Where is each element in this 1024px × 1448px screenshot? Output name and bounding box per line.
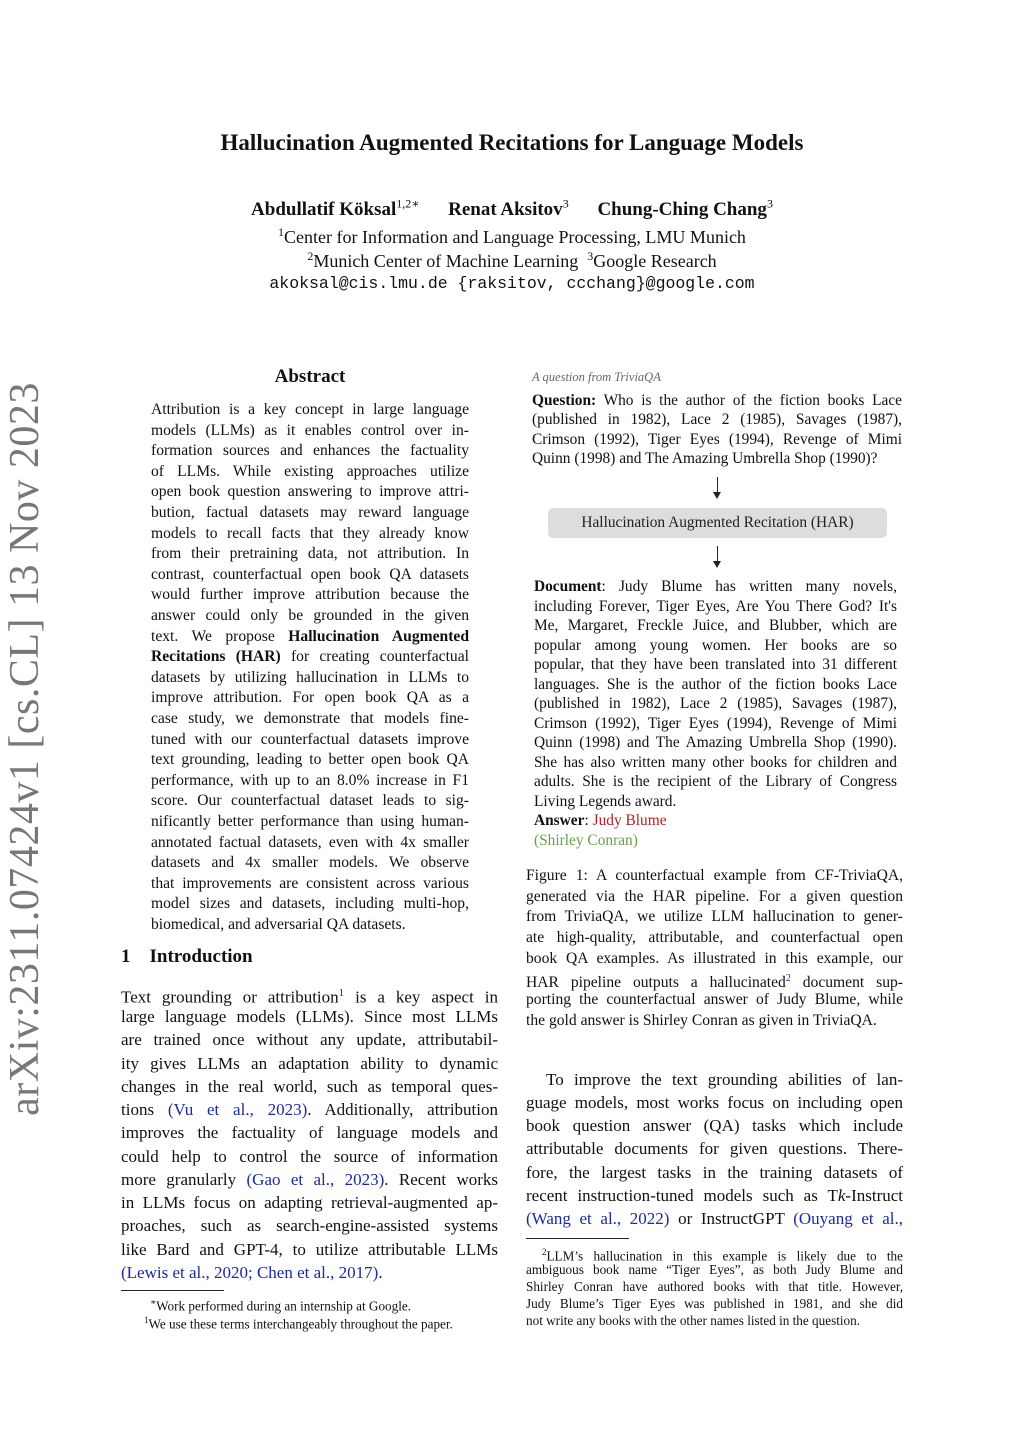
figure-document-line: adults. She is the recipient of the Library of Congress bbox=[534, 773, 897, 790]
footnote-2-line: Shirley Conran have authored books with that title. However, bbox=[526, 1279, 903, 1294]
intro-line: tions (Vu et al., 2023). Additionally, attribution bbox=[121, 1100, 498, 1119]
citation-wang-2022[interactable]: (Wang et al., 2022) bbox=[526, 1209, 670, 1228]
abstract-line: tuned with our counterfactual datasets improve bbox=[151, 730, 469, 748]
figure-question-line: Question: Who is the author of the fiction books Lace bbox=[532, 392, 902, 409]
abstract-line: from their pretraining data, not attribution. In bbox=[151, 545, 469, 563]
affiliation-1: $^1$Center for Information and Language Processing, LMU Munich bbox=[278, 225, 746, 247]
abstract-line: text. We propose Hallucination Augmented bbox=[151, 627, 469, 645]
author-emails: akoksal@cis.lmu.de {raksitov, ccchang}@google.com bbox=[269, 274, 755, 293]
abstract-line: improve attribution. For open book QA as a bbox=[151, 689, 469, 707]
intro-line: could help to control the source of information bbox=[121, 1147, 498, 1166]
paper-title: Hallucination Augmented Recitations for Language Models bbox=[220, 130, 804, 155]
figure-document-line: Document: Judy Blume has written many novels, bbox=[534, 578, 897, 595]
author-list bbox=[0, 197, 1024, 221]
right-body-line: (Wang et al., 2022) or InstructGPT (Ouyang et al., bbox=[526, 1209, 903, 1228]
har-pipeline-box: Hallucination Augmented Recitation (HAR) bbox=[548, 508, 887, 538]
footnote-1: $^1$We use these terms interchangeably throughout the paper. bbox=[144, 1315, 453, 1332]
counterfactual-answer: Judy Blume bbox=[592, 812, 667, 829]
intro-line: ity gives LLMs an adaptation ability to dynamic bbox=[121, 1054, 498, 1073]
figure-caption-line: porting the counterfactual answer of Judy Blume, while bbox=[526, 991, 903, 1008]
figure-question-line: Quinn (1998) and The Amazing Umbrella Shop (1990)? bbox=[532, 450, 878, 467]
citation-lewis-chen[interactable]: (Lewis et al., 2020; Chen et al., 2017) bbox=[121, 1263, 379, 1282]
arrow-down-icon bbox=[713, 492, 721, 499]
author-3: Chung-Ching Chang$^3$ bbox=[597, 197, 773, 221]
right-body-line: attributable documents for given questions. There- bbox=[526, 1139, 903, 1158]
figure-document-line: Quinn (1998) and The Amazing Umbrella Shop (1990). bbox=[534, 734, 897, 751]
arrow-shaft-2 bbox=[717, 546, 718, 562]
citation-gao-2023[interactable]: (Gao et al., 2023) bbox=[246, 1170, 385, 1189]
footnote-2-line: Judy Blume’s Tiger Eyes was published in 1981, and she did bbox=[526, 1296, 903, 1311]
figure-caption-line: HAR pipeline outputs a hallucinated$^2$ document sup- bbox=[526, 973, 903, 992]
abstract-line: open book question answering to improve attri- bbox=[151, 483, 469, 501]
figure-answer: Answer: Judy Blume bbox=[534, 812, 667, 829]
abstract-line: text grounding, leading to better open book QA bbox=[151, 751, 469, 769]
abstract-line: performance, with up to an 8.0% increase in F1 bbox=[151, 771, 469, 789]
footnote-rule-left bbox=[121, 1290, 224, 1291]
figure-caption-line: book QA examples. As illustrated in this example, our bbox=[526, 950, 903, 967]
abstract-line: answer could only be grounded in the given bbox=[151, 607, 469, 624]
abstract-line: bution, factual datasets may reward language bbox=[151, 504, 469, 521]
intro-line: Text grounding or attribution$^1$ is a key aspect in bbox=[121, 987, 498, 1007]
figure-document-line: Me, Margaret, Freckle Juice, and Blubber, which are bbox=[534, 617, 897, 634]
figure-document-line: popular among young women. Her books are so bbox=[534, 637, 897, 654]
citation-vu-2023[interactable]: (Vu et al., 2023) bbox=[167, 1100, 308, 1119]
intro-line: improves the factuality of language models and bbox=[121, 1123, 498, 1142]
intro-line: (Lewis et al., 2020; Chen et al., 2017). bbox=[121, 1263, 383, 1282]
abstract-heading: Abstract bbox=[274, 366, 346, 387]
intro-line: are trained once without any update, attributabil- bbox=[121, 1030, 498, 1049]
intro-line: in LLMs focus on adapting retrieval-augmented ap- bbox=[121, 1193, 498, 1212]
right-body-line: guage models, most works focus on including open bbox=[526, 1093, 903, 1112]
figure-document-line: She has also written many other books for children and bbox=[534, 754, 897, 771]
abstract-line: would further improve attribution because the bbox=[151, 586, 469, 604]
abstract-line: datasets and 4x smaller models. We observe bbox=[151, 854, 469, 872]
figure-document-line: (published in 1982), Lace 2 (1985), Savages (1987), bbox=[534, 695, 897, 712]
abstract-line: that improvements are consistent across various bbox=[151, 874, 469, 892]
abstract-line: Attribution is a key concept in large language bbox=[151, 401, 469, 418]
footnote-rule-right bbox=[526, 1238, 629, 1239]
abstract-line: models (LLMs) as it enables control over in- bbox=[151, 421, 469, 439]
arxiv-identifier-stamp: arXiv:2311.07424v1 [cs.CL] 13 Nov 2023 bbox=[2, 382, 48, 1116]
abstract-line: models to recall facts that they already know bbox=[151, 524, 469, 542]
affiliation-2-3: $^2$Munich Center of Machine Learning $^3$Google Research bbox=[307, 249, 717, 271]
footnote-ref-2[interactable]: 2 bbox=[785, 973, 791, 984]
right-body-line: book question answer (QA) tasks which include bbox=[526, 1116, 903, 1135]
figure-caption-line: ate high-quality, attributable, and counterfactual open bbox=[526, 929, 903, 946]
abstract-line: annotated factual datasets, even with 4x smaller bbox=[151, 833, 469, 851]
footnote-2-line: $^2$LLM’s hallucination in this example is likely due to the bbox=[542, 1247, 903, 1264]
intro-line: like Bard and GPT-4, to utilize attributable LLMs bbox=[121, 1240, 498, 1259]
abstract-line: nificantly better performance than using human- bbox=[151, 813, 469, 830]
figure-caption-line: the gold answer is Shirley Conran as given in TriviaQA. bbox=[526, 1012, 877, 1029]
abstract-line: formation sources and enhances the factuality bbox=[151, 442, 469, 460]
abstract-line: Recitations (HAR) for creating counterfactual bbox=[151, 648, 469, 666]
intro-line: more granularly (Gao et al., 2023). Recent works bbox=[121, 1170, 498, 1189]
figure-caption-line: Figure 1: A counterfactual example from CF-TriviaQA, bbox=[526, 867, 903, 884]
arrow-shaft-1 bbox=[717, 477, 718, 493]
figure-document-line: popular, that they have been translated into 31 different bbox=[534, 656, 897, 673]
figure-document-line: Crimson (1992), Tiger Eyes (1994), Revenge of Mimi bbox=[534, 715, 897, 732]
abstract-line: score. Our counterfactual dataset leads to sig- bbox=[151, 792, 469, 810]
figure-caption-line: generated via the HAR pipeline. For a given question bbox=[526, 888, 903, 905]
intro-line: proaches, such as search-engine-assisted systems bbox=[121, 1216, 498, 1235]
figure-question-line: Crimson (1992), Tiger Eyes (1994), Revenge of Mimi bbox=[532, 431, 902, 448]
abstract-line: model sizes and datasets, including multi-hop, bbox=[151, 895, 469, 913]
abstract-line: of LLMs. While existing approaches utilize bbox=[151, 462, 469, 480]
abstract-line: biomedical, and adversarial QA datasets. bbox=[151, 916, 406, 933]
abstract-line: datasets by utilizing hallucination in LLMs to bbox=[151, 668, 469, 686]
author-2: Renat Aksitov$^3$ bbox=[448, 197, 569, 221]
figure-caption-line: from TriviaQA, we utilize LLM hallucination to gener- bbox=[526, 908, 903, 925]
figure-question-line: (published in 1982), Lace 2 (1985), Savages (1987), bbox=[532, 411, 902, 428]
citation-ouyang[interactable]: (Ouyang et al., bbox=[793, 1209, 903, 1228]
figure-document-line: Living Legends award. bbox=[534, 793, 677, 810]
footnote-ref-1[interactable]: 1 bbox=[338, 987, 345, 999]
intro-line: large language models (LLMs). Since most LLMs bbox=[121, 1007, 498, 1026]
abstract-line: contrast, counterfactual open book QA datasets bbox=[151, 565, 469, 583]
figure-document-line: languages. She is the author of the fiction books Lace bbox=[534, 676, 897, 693]
right-body-line: recent instruction-tuned models such as Tk-Instruct bbox=[526, 1186, 903, 1205]
gold-answer: (Shirley Conran) bbox=[534, 832, 638, 849]
right-body-line: To improve the text grounding abilities of lan- bbox=[546, 1070, 903, 1089]
figure-source-label: A question from TriviaQA bbox=[532, 370, 661, 384]
figure-document-line: including Forever, Tiger Eyes, Are You There God? It's bbox=[534, 598, 897, 615]
section-heading-introduction: 1 Introduction bbox=[121, 946, 253, 967]
arrow-down-icon bbox=[713, 561, 721, 568]
right-body-line: fore, the largest tasks in the training datasets of bbox=[526, 1163, 903, 1182]
author-1: Abdullatif Köksal$^{1,2∗}$ bbox=[251, 197, 420, 221]
footnote-star: ∗Work performed during an internship at Google. bbox=[150, 1297, 412, 1314]
footnote-2-line: ambiguous book name “Tiger Eyes”, as both Judy Blume and bbox=[526, 1262, 903, 1277]
footnote-2-line: not write any books with the other names listed in the question. bbox=[526, 1313, 861, 1328]
abstract-line: case study, we demonstrate that models fine- bbox=[151, 710, 469, 727]
intro-line: changes in the real world, such as temporal ques- bbox=[121, 1077, 498, 1096]
